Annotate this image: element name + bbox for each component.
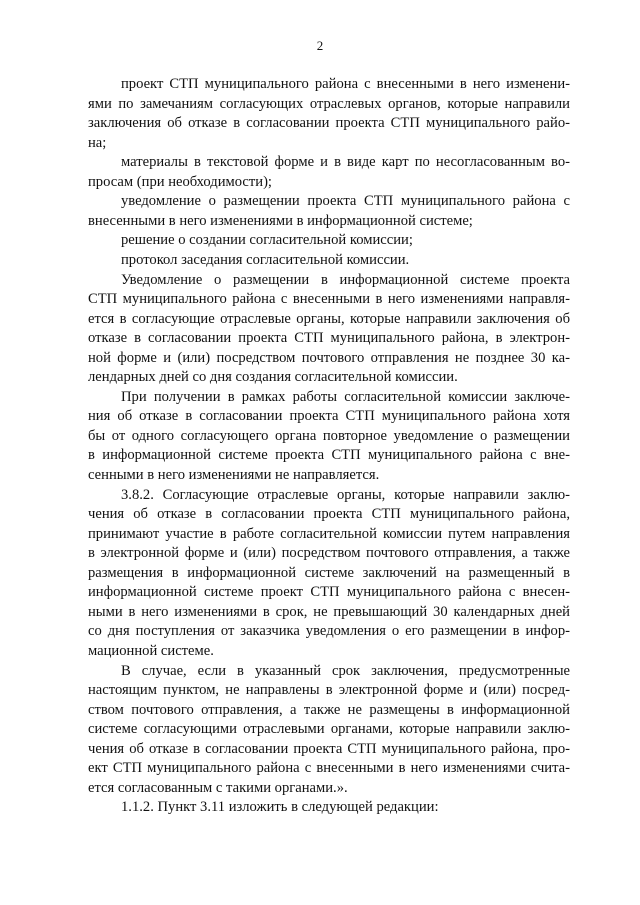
text-line: принимают участие в работе согласительной комиссии путем направления bbox=[88, 525, 570, 542]
text-line: размещения в информационной системе заключений на размещенный в bbox=[88, 564, 570, 581]
text-line: ект СТП муниципального района с внесенными в него изменениями счита- bbox=[88, 760, 570, 777]
text-line: бы от одного согласующего органа повторное уведомление о размещении bbox=[88, 427, 570, 444]
text-line: протокол заседания согласительной комиссии. bbox=[121, 252, 410, 268]
text-line: ными в него изменениями в срок, не превышающий 30 календарных дней bbox=[88, 603, 570, 620]
text-line: ется в согласующие отраслевые органы, которые направили заключения об bbox=[88, 310, 570, 327]
text-line: При получении в рамках работы согласительной комиссии заключе- bbox=[121, 388, 570, 405]
text-line: просам (при необходимости); bbox=[88, 173, 272, 190]
text-line: лендарных дней со дня создания согласительной комиссии. bbox=[88, 369, 458, 386]
text-line: ной форме и (или) посредством почтового отправления не позднее 30 ка- bbox=[88, 349, 570, 366]
text-line: чения об отказе в согласовании проекта СТП муниципального района, про- bbox=[88, 740, 570, 757]
text-line: со дня поступления от заказчика уведомления о его размещении в инфор- bbox=[88, 623, 570, 640]
text-line: в электронной форме и (или) посредством почтового отправления, а также bbox=[88, 545, 570, 562]
text-line: 1.1.2. Пункт 3.11 изложить в следующей редакции: bbox=[121, 799, 439, 816]
text-line: ями по замечаниям согласующих отраслевых органов, которые направили bbox=[88, 95, 570, 112]
text-line: сенными в него изменениями не направляется. bbox=[88, 467, 380, 483]
text-line: внесенными в него изменениями в информационной системе; bbox=[88, 212, 473, 229]
text-line: мационной системе. bbox=[88, 643, 214, 659]
text-line: СТП муниципального района с внесенными в него изменениями направля- bbox=[88, 291, 570, 308]
text-line: Уведомление о размещении в информационной системе проекта bbox=[121, 271, 570, 288]
text-line: уведомление о размещении проекта СТП муниципального района с bbox=[121, 193, 570, 210]
text-line: В случае, если в указанный срок заключения, предусмотренные bbox=[121, 662, 570, 679]
text-line: ется согласованным с такими органами.». bbox=[88, 779, 348, 796]
text-line: проект СТП муниципального района с внесенными в него изменени- bbox=[121, 76, 570, 92]
text-line: 3.8.2. Согласующие отраслевые органы, которые направили заклю- bbox=[121, 486, 570, 503]
text-line: настоящим пунктом, не направлены в электронной форме и (или) посред- bbox=[88, 682, 570, 699]
text-line: решение о создании согласительной комиссии; bbox=[121, 232, 413, 249]
text-line: ством почтового отправления, а также не размещены в информационной bbox=[88, 701, 570, 718]
text-line: отказе в согласовании проекта СТП муниципального района, в электрон- bbox=[88, 330, 570, 347]
page-number: 2 bbox=[316, 38, 324, 53]
text-line: информационной системе проект СТП муниципального района с внесен- bbox=[88, 584, 570, 601]
text-line: на; bbox=[88, 134, 107, 151]
text-line: заключения об отказе в согласовании проекта СТП муниципального райо- bbox=[88, 115, 570, 132]
text-line: чения об отказе в согласовании проекта СТП муниципального района, bbox=[88, 506, 570, 523]
text-line: системе согласующими отраслевыми органами, которые направили заклю- bbox=[88, 721, 570, 738]
text-line: материалы в текстовой форме и в виде карт по несогласованным во- bbox=[121, 154, 570, 171]
text-line: ния об отказе в согласовании проекта СТП муниципального района хотя bbox=[88, 408, 570, 425]
text-line: в информационной системе проекта СТП муниципального района с вне- bbox=[88, 447, 570, 464]
